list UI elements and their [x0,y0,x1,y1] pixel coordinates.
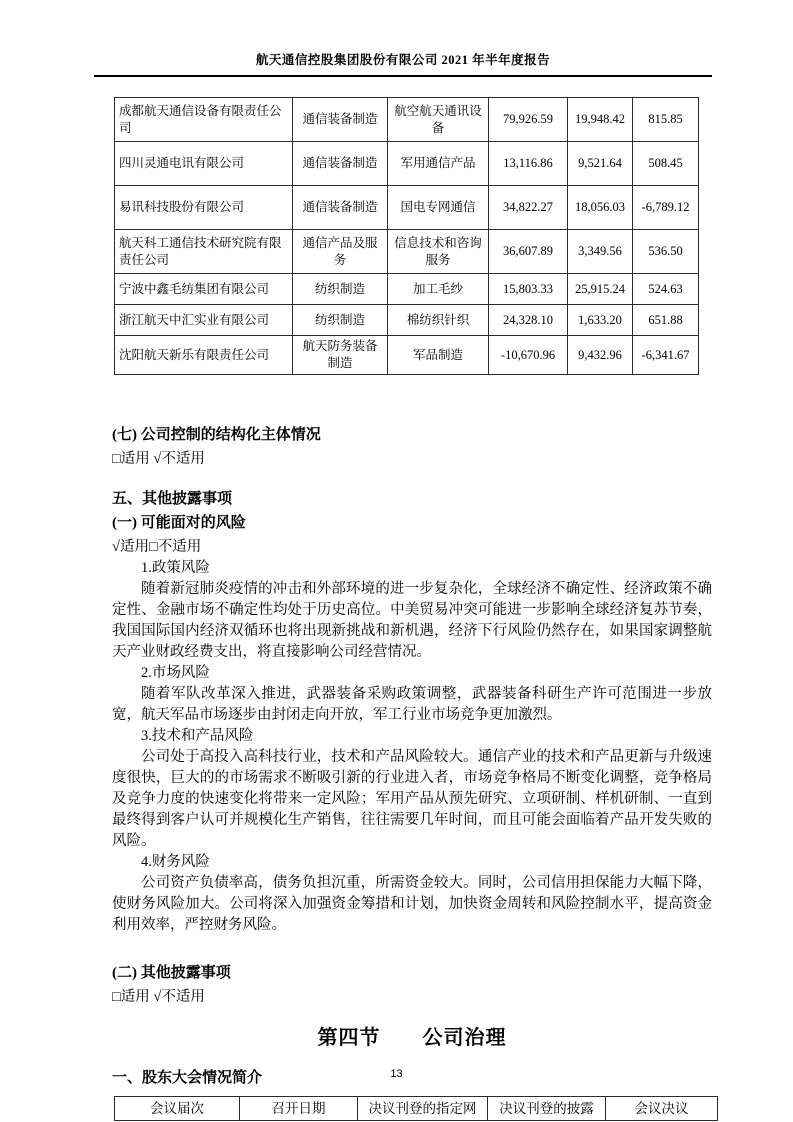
page-number: 13 [390,1068,403,1080]
table-cell: 9,432.96 [568,336,633,375]
table-cell: 军品制造 [388,336,489,375]
table-row [115,336,699,375]
table-cell: 9,521.64 [568,142,633,186]
table-cell: 沈阳航天新乐有限责任公司 [115,336,293,375]
table-header-cell: 会议决议 [606,1097,718,1121]
table-cell: 航空航天通讯设备 [388,98,489,142]
table-cell: 信息技术和咨询服务 [388,230,489,274]
table-cell: 国电专网通信 [388,186,489,230]
table-header-cell: 召开日期 [240,1097,358,1121]
table-cell: 25,915.24 [568,274,633,305]
table-cell: 通信装备制造 [293,98,388,142]
risk-title: 1.政策风险 [141,560,210,576]
table-cell: 36,607.89 [489,230,568,274]
section-7-applicability: □适用 √不适用 [112,451,205,467]
table-cell: 通信装备制造 [293,142,388,186]
risk-title: 3.技术和产品风险 [141,728,254,744]
content-area [112,424,712,1121]
table-cell: 34,822.27 [489,186,568,230]
report-header: 航天通信控股集团股份有限公司 2021 年半年度报告 [94,50,712,77]
table-cell: 3,349.56 [568,230,633,274]
table-cell: 508.45 [633,142,699,186]
table-cell: 通信装备制造 [293,186,388,230]
table-cell: -10,670.96 [489,336,568,375]
risk-body: 公司资产负债率高，债务负担沉重，所需资金较大。同时，公司信用担保能力大幅下降，使财务风险加大。公司将深入加强资金筹措和计划，加快资金周转和风险控制水平，提高资金利用效率，严控财务风险。 [112,875,712,933]
table-header-cell: 会议届次 [115,1097,240,1121]
other-disclosure-heading: (二) 其他披露事项 [112,965,231,981]
risk-item-market [112,663,712,726]
table-cell: 13,116.86 [489,142,568,186]
table-cell: 18,056.03 [568,186,633,230]
table-cell: 浙江航天中汇实业有限公司 [115,305,293,336]
risk-title: 4.财务风险 [141,854,210,870]
table-cell: 棉纺织针织 [388,305,489,336]
table-cell: 19,948.42 [568,98,633,142]
risk-title: 2.市场风险 [141,665,210,681]
risk-body: 随着军队改革深入推进，武器装备采购政策调整，武器装备科研生产许可范围进一步放宽，航天军品市场逐步由封闭走向开放，军工行业市场竞争更加激烈。 [112,686,712,723]
risk-body: 随着新冠肺炎疫情的冲击和外部环境的进一步复杂化，全球经济不确定性、经济政策不确定性、金融市场不确定性均处于历史高位。中美贸易冲突可能进一步影响全球经济复苏节奏，我国国际国内经济双循环也将出现新挑战和新机遇，经济下行风险仍然存在，如果国家调整航天产业财政经费支出，将直接影响公司经营情况。 [112,581,712,660]
table-header-cell: 决议刊登的指定网 [358,1097,488,1121]
table-cell: 四川灵通电讯有限公司 [115,142,293,186]
table-cell: 纺织制造 [293,305,388,336]
table-cell: 纺织制造 [293,274,388,305]
table-cell: 宁波中鑫毛纺集团有限公司 [115,274,293,305]
risk-body: 公司处于高投入高科技行业，技术和产品风险较大。通信产业的技术和产品更新与升级速度很快，巨大的的市场需求不断吸引新的行业进入者，市场竞争格局不断变化调整，竞争格局及竞争力度的快速变化将带来一定风险；军用产品从预先研究、立项研制、样机研制、一直到最终得到客户认可并规模化生产销售，往往需要几年时间，而且可能会面临着产品开发失败的风险。 [112,749,712,849]
table-row [115,305,699,336]
table-cell: 军用通信产品 [388,142,489,186]
subsidiaries-table-body [115,98,699,375]
table-row [115,186,699,230]
table-cell: 通信产品及服务 [293,230,388,274]
chapter-title: 第四节 公司治理 [317,1027,507,1049]
table-row [115,98,699,142]
shareholder-meetings-heading: 一、股东大会情况简介 [112,1070,263,1086]
other-disclosure-applicability: □适用 √不适用 [112,989,205,1005]
table-cell: 易讯科技股份有限公司 [115,186,293,230]
section-7-heading: (七) 公司控制的结构化主体情况 [112,427,321,443]
table-cell: 航天防务装备制造 [293,336,388,375]
risks-subheading: (一) 可能面对的风险 [112,515,246,531]
table-cell: 15,803.33 [489,274,568,305]
risk-item-financial [112,852,712,936]
table-cell: -6,341.67 [633,336,699,375]
table-row [115,230,699,274]
table-row [115,274,699,305]
risks-applicability: √适用□不适用 [112,539,202,555]
meetings-table-header-row [115,1097,718,1121]
table-cell: 航天科工通信技术研究院有限责任公司 [115,230,293,274]
table-cell: 651.88 [633,305,699,336]
risk-item-technology [112,726,712,852]
risk-item-policy [112,558,712,663]
section-5-heading: 五、其他披露事项 [112,491,233,507]
table-cell: -6,789.12 [633,186,699,230]
table-cell: 成都航天通信设备有限责任公司 [115,98,293,142]
table-cell: 524.63 [633,274,699,305]
shareholder-meetings-table [114,1096,718,1121]
table-cell: 24,328.10 [489,305,568,336]
subsidiaries-table [114,97,699,375]
table-header-cell: 决议刊登的披露 [488,1097,606,1121]
table-row [115,142,699,186]
table-cell: 1,633.20 [568,305,633,336]
table-cell: 79,926.59 [489,98,568,142]
table-cell: 536.50 [633,230,699,274]
table-cell: 加工毛纱 [388,274,489,305]
table-cell: 815.85 [633,98,699,142]
